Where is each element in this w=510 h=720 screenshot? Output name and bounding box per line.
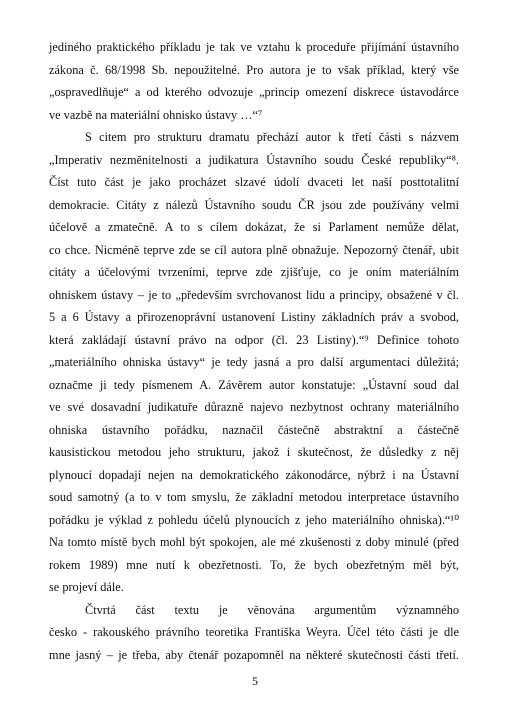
text-line: kausistickou metodou jeho strukturu, jakož i skutečnost, že důsledky z něj: [49, 445, 459, 459]
text-line: demokracie. Citáty z nálezů Ústavního soudu ČR jsou zde používány velmi: [49, 197, 459, 212]
text-line: Na tomto místě bych mohl být spokojen, ale mé zkušenosti z doby minulé (před: [49, 535, 459, 549]
text-line: mne jasný – je třeba, aby čtenář pozapomněl na některé skutečnosti části třetí.: [49, 647, 459, 662]
body-text: [49, 36, 459, 666]
text-line: se projeví dále.: [49, 580, 124, 594]
text-line: účelově a zmatečně. A to s cílem dokázat, že si Parlament nemůže dělat,: [49, 220, 459, 234]
text-line: rokem 1989) mne nutí k obezřetnosti. To, že bych obezřetným měl být,: [49, 557, 459, 572]
text-line: která zakládají ústavní právo na odpor (čl. 23 Listiny).“⁹ Definice tohoto: [49, 332, 459, 347]
text-line: pořádku je výklad z pohledu účelů plynoucích z jeho materiálního ohniska).“¹⁰: [49, 512, 459, 527]
text-line: česko - rakouského právního teoretika Františka Weyra. Účel této části je dle: [49, 625, 459, 639]
text-line: plynoucí dopadají nejen na demokratického zákonodárce, nýbrž i na Ústavní: [49, 467, 459, 482]
text-line: ve vazbě na materiální ohnisko ústavy …“⁷: [49, 107, 263, 122]
text-line: zákona č. 68/1998 Sb. nepoužitelné. Pro autora je to však příklad, který vše: [49, 62, 459, 77]
text-line: co chce. Nicméně teprve zde se cíl autora plně obnažuje. Nepozorný čtenář, ubit: [49, 242, 459, 257]
text-line: jediného praktického příkladu je tak ve vztahu k proceduře přijímání ústavního: [49, 40, 459, 54]
text-line: ohniska ústavního pořádku, naznačil částečně abstraktní a částečně: [49, 422, 459, 437]
page-number: 5: [252, 674, 258, 688]
text-line: soud samotný (a to v tom smyslu, že základní metodou interpretace ústavního: [49, 490, 459, 504]
text-line: „materiálního ohniska ústavy“ je tedy jasná a pro další argumentaci důležitá;: [49, 355, 459, 369]
paragraph-start-line: S citem pro strukturu dramatu přechází autor k třetí části s názvem: [85, 130, 459, 144]
text-line: Číst tuto část je jako procházet slzavé údolí dvaceti let naší posttotalitní: [49, 175, 459, 189]
text-line: ve své dosavadní judikatuře důrazně najevo nezbytnost ochrany materiálního: [49, 400, 459, 414]
text-line: „ospravedlňuje“ a od kterého odvozuje „princip omezení diskrece ústavodárce: [49, 85, 459, 99]
text-line: označme ji tedy písmenem A. Závěrem autor konstatuje: „Ústavní soud dal: [49, 377, 459, 392]
text-line: 5 a 6 Ústavy a přirozenoprávní ustanovení Listiny základních práv a svobod,: [49, 310, 459, 324]
text-line: citáty a účelovými tvrzeními, teprve zde zjišťuje, co je oním materiálním: [49, 265, 459, 279]
text-line: „Imperativ nezměnitelnosti a judikatura Ústavního soudu České republiky“⁸.: [49, 152, 459, 167]
text-line: ohniskem ústavy – je to „především svrchovanost lidu a principy, obsažené v čl.: [49, 287, 459, 302]
paragraph-start-line: Čtvrtá část textu je věnována argumentům významného: [85, 602, 459, 617]
